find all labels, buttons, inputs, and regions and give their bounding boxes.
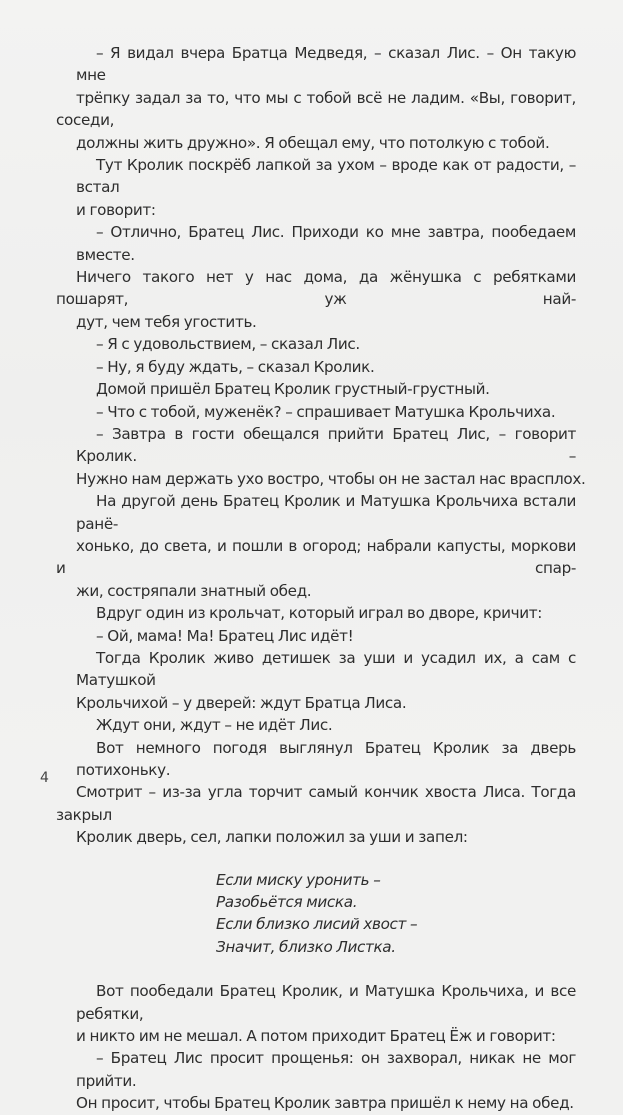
text-line: Смотрит – из-за угла торчит самый кончик хвоста Лиса. Тогда закрыл — [56, 783, 576, 824]
paragraph — [76, 154, 576, 221]
page-text — [56, 42, 586, 1115]
paragraph — [56, 221, 576, 333]
paragraph — [76, 602, 576, 624]
text-line: Вот пообедали Братец Кролик, и Матушка Крольчиха, и все ребятки, — [76, 982, 576, 1023]
text-line: и никто им не мешал. А потом приходит Братец Ёж и говорит: — [76, 1027, 556, 1046]
text-line: должны жить дружно». Я обещал ему, что потолкую с тобой. — [76, 133, 550, 152]
paragraph — [56, 42, 576, 154]
poem — [76, 849, 576, 981]
text-line: Нужно нам держать ухо востро, чтобы он не застал нас врасплох. — [76, 469, 586, 488]
text-line: Крольчихой – у дверей: ждут Братца Лиса. — [76, 693, 407, 712]
paragraph — [76, 378, 576, 400]
text-line: трёпку задал за то, что мы с тобой всё не ладим. «Вы, говорит, соседи, — [56, 88, 576, 130]
poem-line: Если миску уронить – — [216, 870, 381, 889]
text-line: Домой пришёл Братец Кролик грустный-грустный. — [96, 380, 490, 399]
text-line: хонько, до света, и пошли в огород; набрали капусты, моркови и спар- — [56, 536, 576, 578]
text-line: Тогда Кролик живо детишек за уши и усадил их, а сам с Матушкой — [76, 648, 576, 690]
text-line: – Я видал вчера Братца Медведя, – сказал Лис. – Он такую мне — [76, 44, 576, 85]
paragraph — [76, 356, 576, 378]
text-line: Он просит, чтобы Братец Кролик завтра пришёл к нему на обед. — [76, 1094, 574, 1113]
paragraph — [76, 423, 586, 490]
paragraph — [76, 333, 576, 355]
page-number: 4 — [40, 770, 49, 786]
poem-line: Если близко лисий хвост – — [216, 915, 418, 934]
paragraph — [76, 980, 576, 1047]
text-line: – Завтра в гости обещался прийти Братец Лис, – говорит Кролик. – — [76, 424, 576, 466]
text-line: – Я с удовольствием, – сказал Лис. — [96, 335, 360, 354]
paragraph — [56, 737, 576, 849]
text-line: Кролик дверь, сел, лапки положил за уши и запел: — [76, 828, 468, 847]
paragraph — [56, 490, 576, 602]
text-line: – Братец Лис просит прощенья: он захворал, никак не мог прийти. — [76, 1049, 576, 1090]
poem-line: Разобьётся миска. — [216, 893, 358, 912]
text-line: Ничего такого нет у нас дома, да жёнушка с ребятками пошарят, уж най- — [56, 268, 576, 309]
text-line: и говорит: — [76, 200, 156, 219]
text-line: На другой день Братец Кролик и Матушка Крольчиха встали ранё- — [76, 492, 576, 533]
text-line: Вдруг один из крольчат, который играл во дворе, кричит: — [96, 604, 543, 623]
paragraph — [76, 1047, 576, 1114]
text-line: – Что с тобой, муженёк? – спрашивает Матушка Крольчиха. — [96, 402, 556, 421]
text-line: Вот немного погодя выглянул Братец Кролик за дверь потихоньку. — [76, 738, 576, 779]
text-line: Тут Кролик поскрёб лапкой за ухом – вроде как от радости, – встал — [76, 156, 576, 197]
paragraph — [76, 625, 576, 647]
text-line: – Отлично, Братец Лис. Приходи ко мне завтра, пообедаем вместе. — [76, 223, 576, 264]
text-line: – Ой, мама! Ма! Братец Лис идёт! — [96, 626, 354, 645]
text-line: дут, чем тебя угостить. — [76, 312, 257, 331]
paragraph — [76, 714, 576, 736]
text-line: – Ну, я буду ждать, – сказал Кролик. — [96, 357, 375, 376]
paragraph — [76, 401, 576, 423]
paragraph — [76, 647, 576, 714]
text-line: Ждут они, ждут – не идёт Лис. — [96, 716, 333, 735]
text-line: жи, состряпали знатный обед. — [76, 581, 312, 600]
poem-line: Значит, близко Листка. — [216, 937, 396, 956]
